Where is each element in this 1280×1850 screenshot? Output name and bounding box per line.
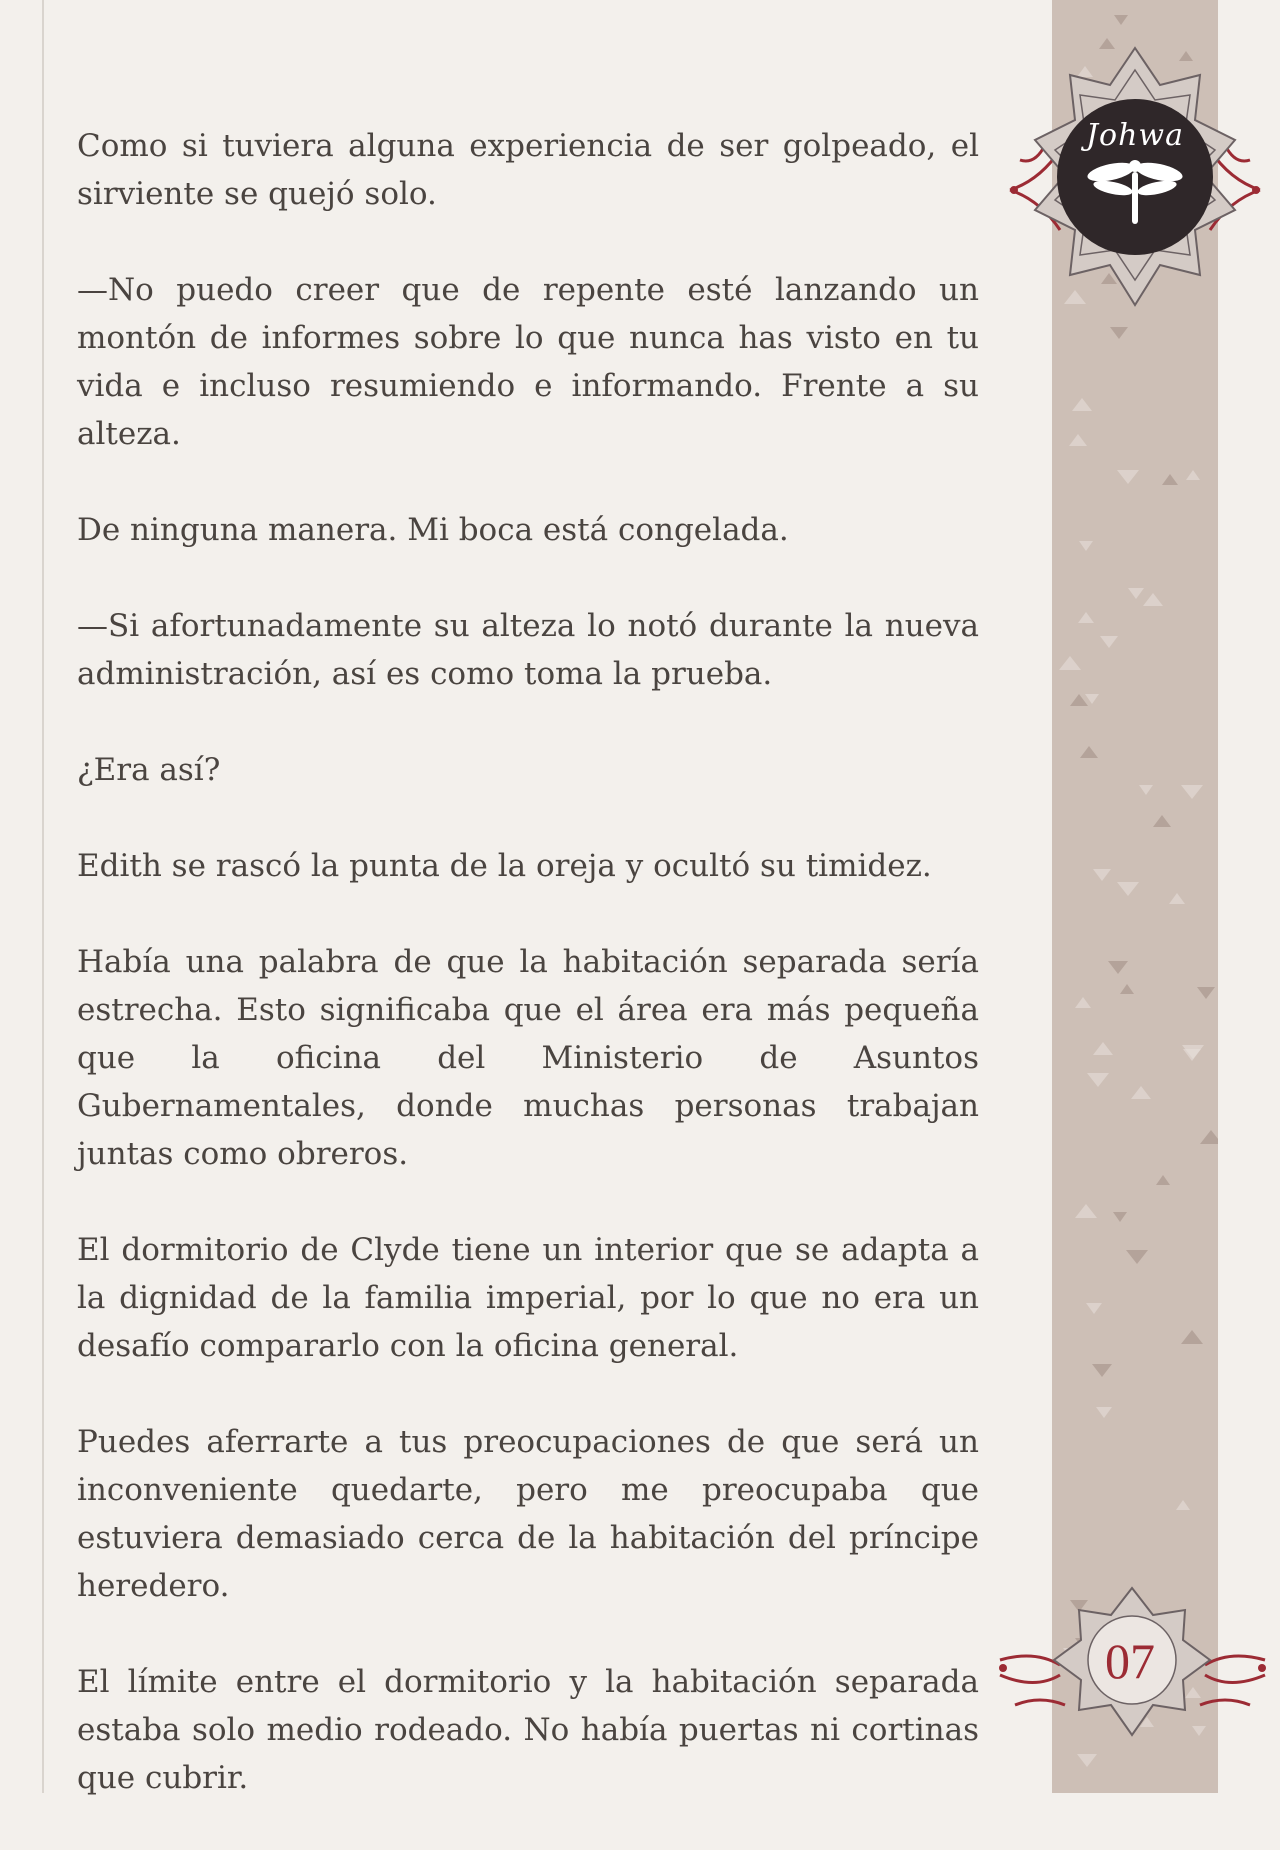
- sidebar-pattern-triangle: [1139, 785, 1153, 795]
- sidebar-pattern-triangle: [1153, 815, 1171, 827]
- sidebar-pattern-triangle: [1117, 882, 1139, 896]
- sidebar-pattern-triangle: [1156, 1175, 1170, 1185]
- sidebar-pattern-triangle: [1069, 434, 1087, 446]
- sidebar-pattern-triangle: [1093, 869, 1111, 881]
- sidebar-pattern-triangle: [1070, 694, 1088, 706]
- sidebar-pattern-triangle: [1117, 470, 1139, 484]
- sidebar-pattern-triangle: [1181, 1330, 1203, 1344]
- sidebar-pattern-triangle: [1143, 593, 1163, 606]
- sidebar-pattern-triangle: [1114, 15, 1128, 25]
- sidebar-pattern-triangle: [1079, 541, 1093, 551]
- paragraph-10: El límite entre el dormitorio y la habitación separada estaba solo medio rodeado. No había puertas ni cortinas que cubrir.: [77, 1664, 979, 1796]
- dragonfly-icon: [1085, 150, 1185, 230]
- sidebar-pattern-triangle: [1075, 997, 1091, 1008]
- sidebar-pattern-triangle: [1096, 1407, 1112, 1418]
- sidebar-pattern-triangle: [1072, 398, 1092, 411]
- sidebar-pattern-triangle: [1126, 1250, 1148, 1264]
- sidebar-pattern-triangle: [1200, 1130, 1218, 1144]
- brand-label: Johwa: [1086, 118, 1184, 153]
- sidebar-pattern-triangle: [1078, 612, 1094, 623]
- sidebar-pattern-triangle: [1080, 746, 1098, 758]
- sidebar-pattern-triangle: [1086, 1303, 1102, 1314]
- sidebar-pattern-triangle: [1108, 961, 1128, 974]
- sidebar-pattern-triangle: [1093, 1042, 1113, 1055]
- sidebar-pattern-triangle: [1087, 1073, 1109, 1087]
- sidebar-pattern-triangle: [1059, 656, 1081, 670]
- sidebar-pattern-triangle: [1176, 1500, 1190, 1510]
- sidebar-pattern-triangle: [1120, 984, 1134, 994]
- sidebar-pattern-triangle: [1169, 893, 1185, 904]
- sidebar-pattern-triangle: [1110, 327, 1128, 339]
- paragraph-6: Edith se rascó la punta de la oreja y ocultó su timidez.: [77, 848, 932, 884]
- sidebar-pattern-triangle: [1186, 470, 1200, 480]
- paragraph-3: De ninguna manera. Mi boca está congelada.: [77, 512, 789, 548]
- paragraph-9: Puedes aferrarte a tus preocupaciones de que será un inconveniente quedarte, pero me preocupaba que estuviera demasiado cerca de la habitación del príncipe heredero.: [77, 1424, 979, 1604]
- page-number: 07: [1105, 1633, 1155, 1689]
- sidebar-pattern-triangle: [1162, 474, 1178, 485]
- paragraph-4: —Si afortunadamente su alteza lo notó durante la nueva administración, así es como toma la prueba.: [77, 608, 979, 692]
- sidebar-pattern-triangle: [1131, 1086, 1151, 1099]
- paragraph-8: El dormitorio de Clyde tiene un interior que se adapta a la dignidad de la familia imperial, por lo que no era un desafío compararlo con la oficina general.: [77, 1232, 979, 1364]
- paragraph-1: Como si tuviera alguna experiencia de ser golpeado, el sirviente se quejó solo.: [77, 128, 979, 212]
- paragraph-5: ¿Era así?: [77, 752, 221, 788]
- sidebar-pattern-triangle: [1077, 1754, 1097, 1767]
- sidebar-pattern-triangle: [1128, 588, 1144, 599]
- chapter-text: [77, 122, 979, 1850]
- sidebar-pattern-triangle: [1181, 785, 1203, 799]
- sidebar-pattern-triangle: [1075, 1204, 1097, 1218]
- paragraph-2: —No puedo creer que de repente esté lanzando un montón de informes sobre lo que nunca has visto en tu vida e incluso resumiendo e informando. Frente a su alteza.: [77, 272, 979, 452]
- sidebar-pattern-triangle: [1092, 1364, 1112, 1377]
- paragraph-7: Había una palabra de que la habitación separada sería estrecha. Esto significaba que el área era más pequeña que la oficina del Ministerio de Asuntos Gubernamentales, donde muchas personas trabajan juntas como obreros.: [77, 944, 979, 1172]
- sidebar-pattern-triangle: [1182, 1045, 1204, 1059]
- page-margin-rule: [42, 0, 44, 1793]
- sidebar-pattern-triangle: [1100, 636, 1118, 648]
- sidebar-pattern-triangle: [1197, 987, 1215, 999]
- sidebar-pattern-triangle: [1113, 1212, 1127, 1222]
